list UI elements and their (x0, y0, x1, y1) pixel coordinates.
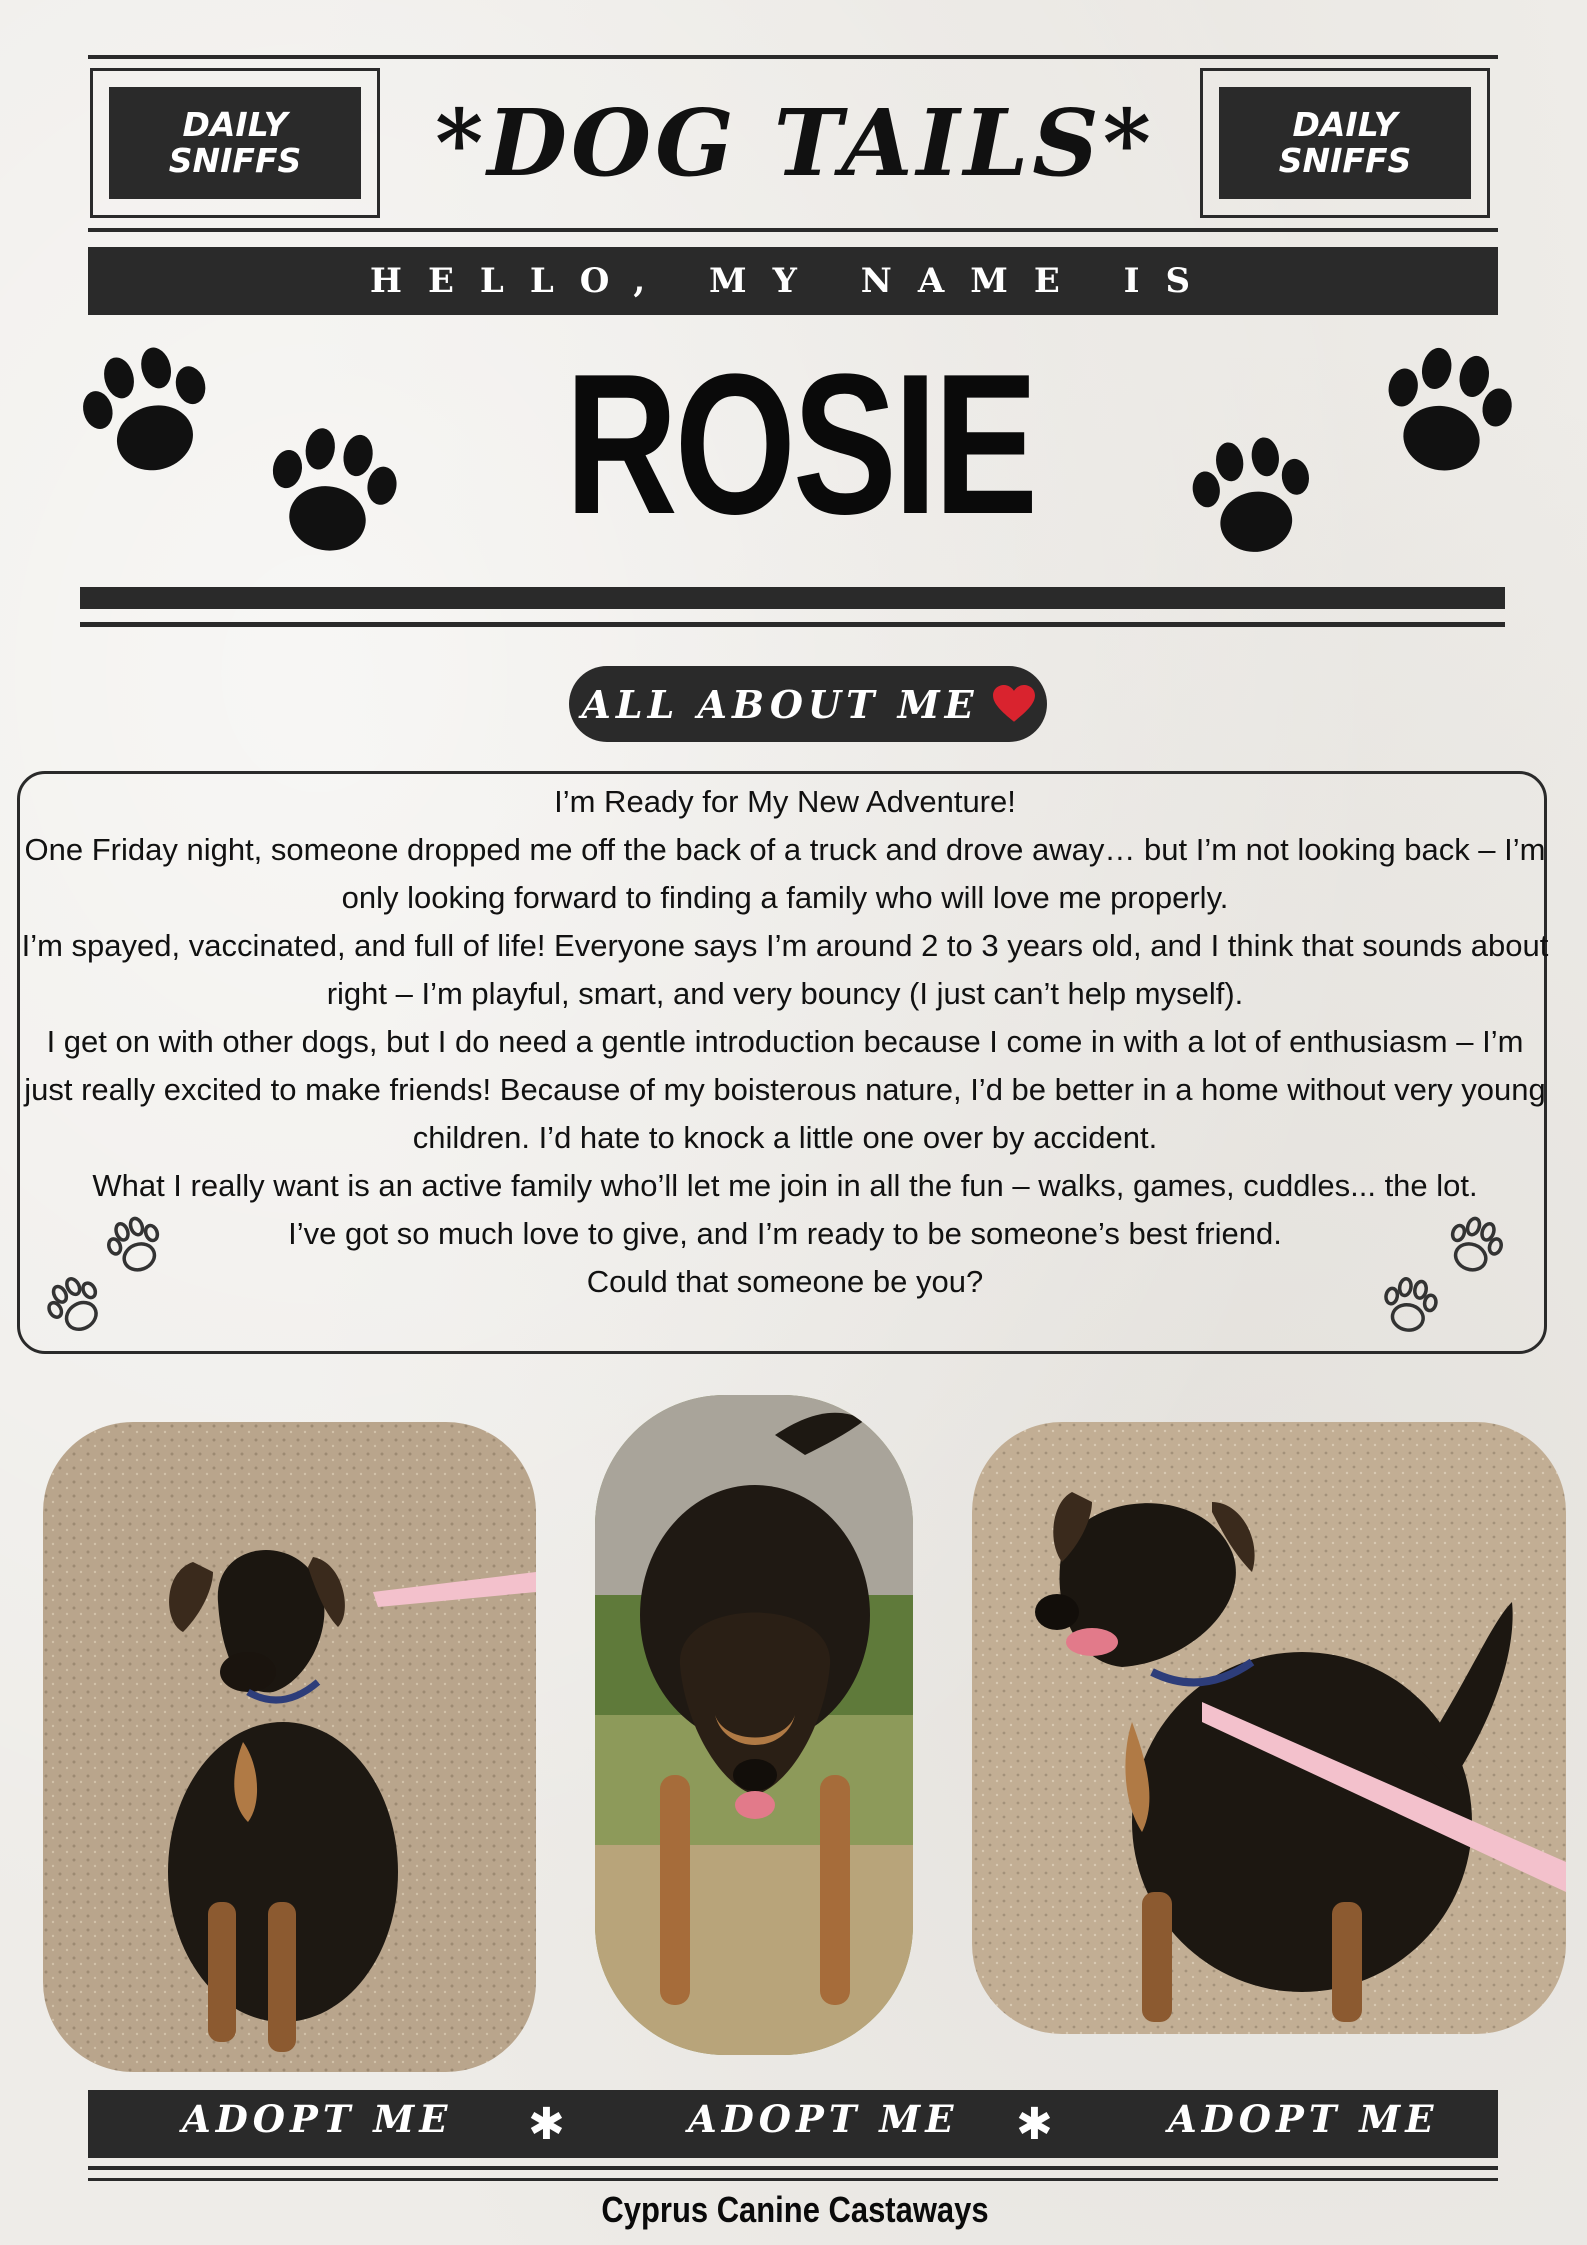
story-heading: I’m Ready for My New Adventure! (554, 784, 1016, 819)
paw-print-icon (55, 330, 240, 490)
intro-bar (88, 247, 1498, 315)
story-paragraph: What I really want is an active family who’ll let me join in all the fun – walks, games, cuddles... the lot. I’ve got so much love to give, and I’m ready to be someone’s best friend. (92, 1168, 1478, 1251)
footer-rule-top (88, 2166, 1498, 2170)
asterisk-icon: ✱ (1016, 2099, 1053, 2150)
story-paragraph: One Friday night, someone dropped me off the back of a truck and drove away… but I’m not looking back – I’m only looking forward to finding a family who will love me properly. (24, 832, 1546, 915)
badge-line-2: SNIFFS (1278, 141, 1412, 180)
story-closing: Could that someone be you? (586, 1264, 984, 1299)
dog-sitting-photo (43, 1422, 536, 2072)
small-paw-icon (1440, 1210, 1510, 1280)
mid-rule (88, 228, 1498, 232)
masthead-title: *DOG TAILS* (435, 89, 1155, 197)
about-title: ALL ABOUT ME (581, 681, 979, 727)
organization-name: Cyprus Canine Castaways (601, 2189, 989, 2230)
badge-line-2: SNIFFS (168, 141, 302, 180)
all-about-me-label (569, 666, 1047, 742)
paw-print-icon (1355, 330, 1540, 490)
name-underline-thin (80, 622, 1505, 627)
dog-smiling-photo (972, 1422, 1566, 2034)
badge-line-1: DAILY (1292, 105, 1398, 144)
dog-standing-photo (595, 1395, 913, 2055)
small-paw-icon (1375, 1270, 1445, 1340)
badge-line-1: DAILY (182, 105, 288, 144)
dog-name: ROSIE (565, 333, 1035, 556)
story-text (20, 778, 1550, 1306)
paw-print-icon (1165, 420, 1340, 570)
adopt-me-label: ADOPT ME (688, 2097, 959, 2141)
small-paw-icon (40, 1270, 110, 1340)
story-paragraph: I’m spayed, vaccinated, and full of life! Everyone says I’m around 2 to 3 years old, and I think that sounds about right – I’m playful, smart, and very bouncy (I just can’t help myself). (21, 928, 1549, 1011)
footer-rule-bottom (88, 2178, 1498, 2181)
paw-print-icon (240, 410, 425, 570)
small-paw-icon (100, 1210, 170, 1280)
daily-sniffs-badge-right (1200, 68, 1490, 218)
heart-icon (993, 685, 1035, 723)
asterisk-icon: ✱ (528, 2099, 565, 2150)
adopt-me-label: ADOPT ME (1168, 2097, 1439, 2141)
top-rule (88, 55, 1498, 59)
intro-text: HELLO, MY NAME IS (369, 261, 1217, 301)
daily-sniffs-badge-left (90, 68, 380, 218)
adopt-me-label: ADOPT ME (182, 2097, 453, 2141)
name-underline-thick (80, 587, 1505, 609)
story-paragraph: I get on with other dogs, but I do need a gentle introduction because I come in with a lot of enthusiasm – I’m just really excited to make friends! Because of my boisterous nature, I’d be better in a home without very young children. I’d hate to knock a little one over by accident. (24, 1024, 1546, 1155)
